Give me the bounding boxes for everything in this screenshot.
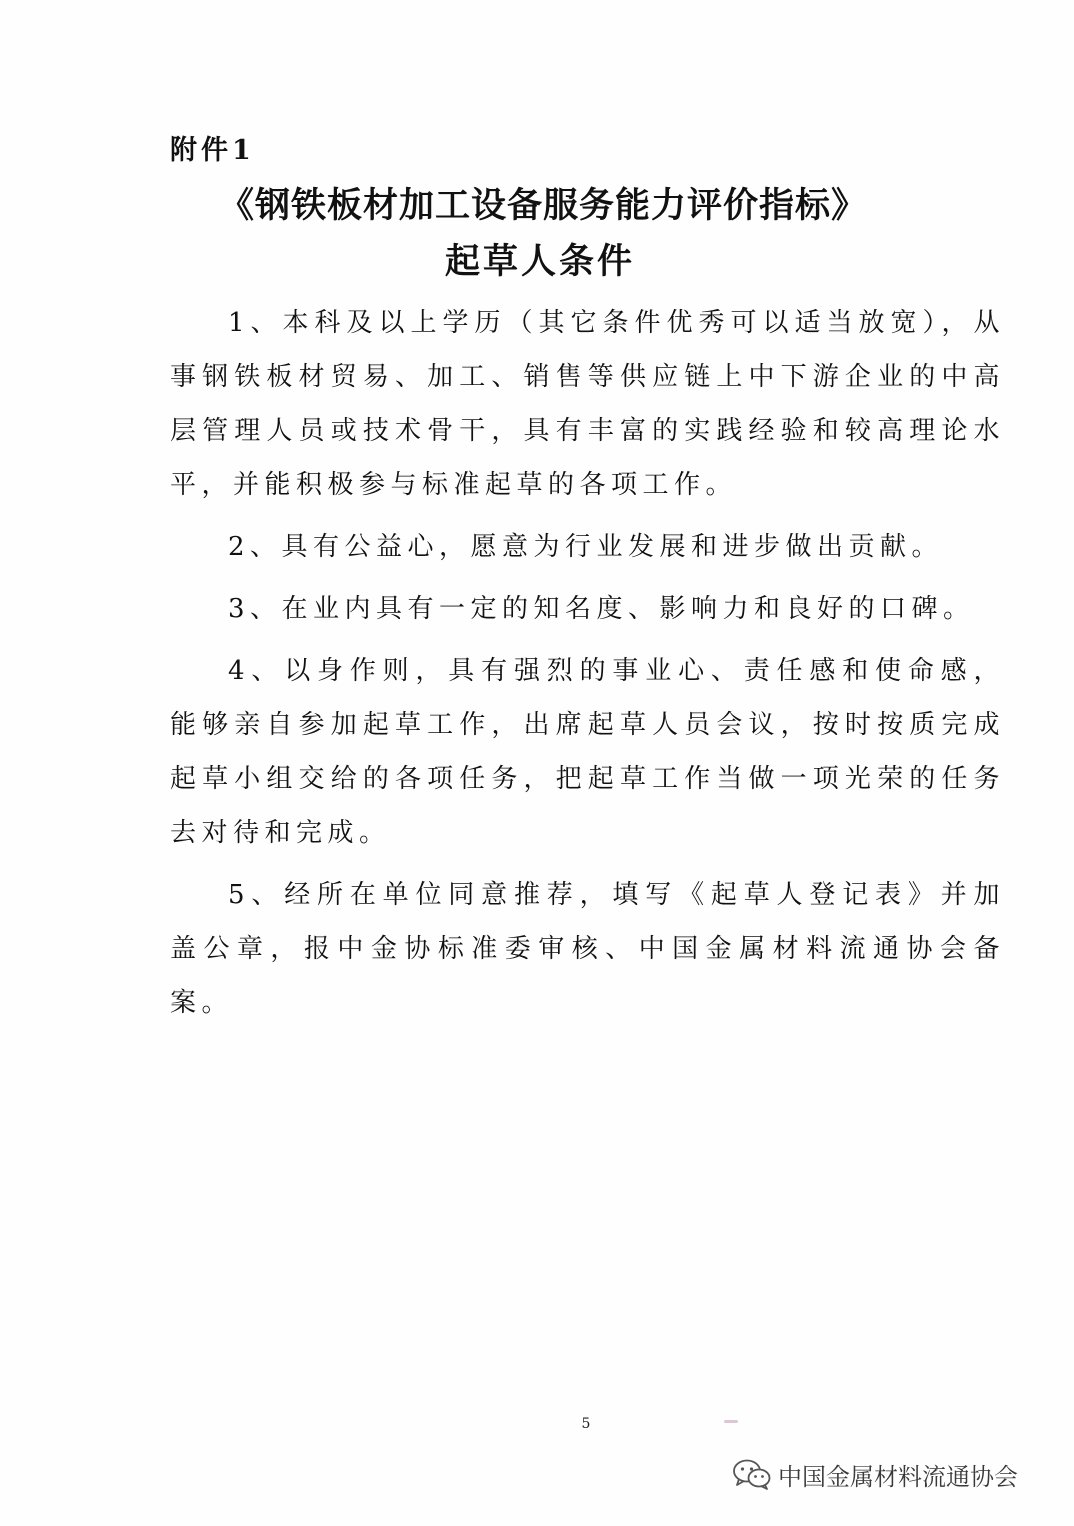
paragraph-5: 5、经所在单位同意推荐，填写《起草人登记表》并加盖公章，报中金协标准委审核、中国金属材料流通协会备案。 (170, 880, 1005, 1018)
wechat-watermark (732, 1456, 1018, 1492)
wechat-icon (732, 1458, 772, 1490)
document-body (170, 296, 1005, 1038)
paragraph-2: 2、具有公益心，愿意为行业发展和进步做出贡献。 (228, 532, 944, 562)
document-title (0, 178, 1074, 290)
watermark-text: 中国金属材料流通协会 (778, 1462, 1018, 1491)
title-line-1: 《钢铁板材加工设备服务能力评价指标》 (218, 186, 867, 226)
paragraph-1: 1、本科及以上学历（其它条件优秀可以适当放宽），从事钢铁板材贸易、加工、销售等供应链上中下游企业的中高层管理人员或技术骨干，具有丰富的实践经验和较高理论水平，并能积极参与标准起草的各项工作。 (170, 308, 1005, 500)
page-number: 5 (581, 1416, 591, 1432)
attachment-label: 附件1 (170, 135, 255, 166)
paragraph-4: 4、以身作则，具有强烈的事业心、责任感和使命感，能够亲自参加起草工作，出席起草人员会议，按时按质完成起草小组交给的各项任务，把起草工作当做一项光荣的任务去对待和完成。 (170, 656, 1005, 848)
paragraph-3: 3、在业内具有一定的知名度、影响力和良好的口碑。 (228, 594, 975, 624)
scan-speck (724, 1420, 738, 1423)
title-line-2: 起草人条件 (444, 242, 635, 282)
